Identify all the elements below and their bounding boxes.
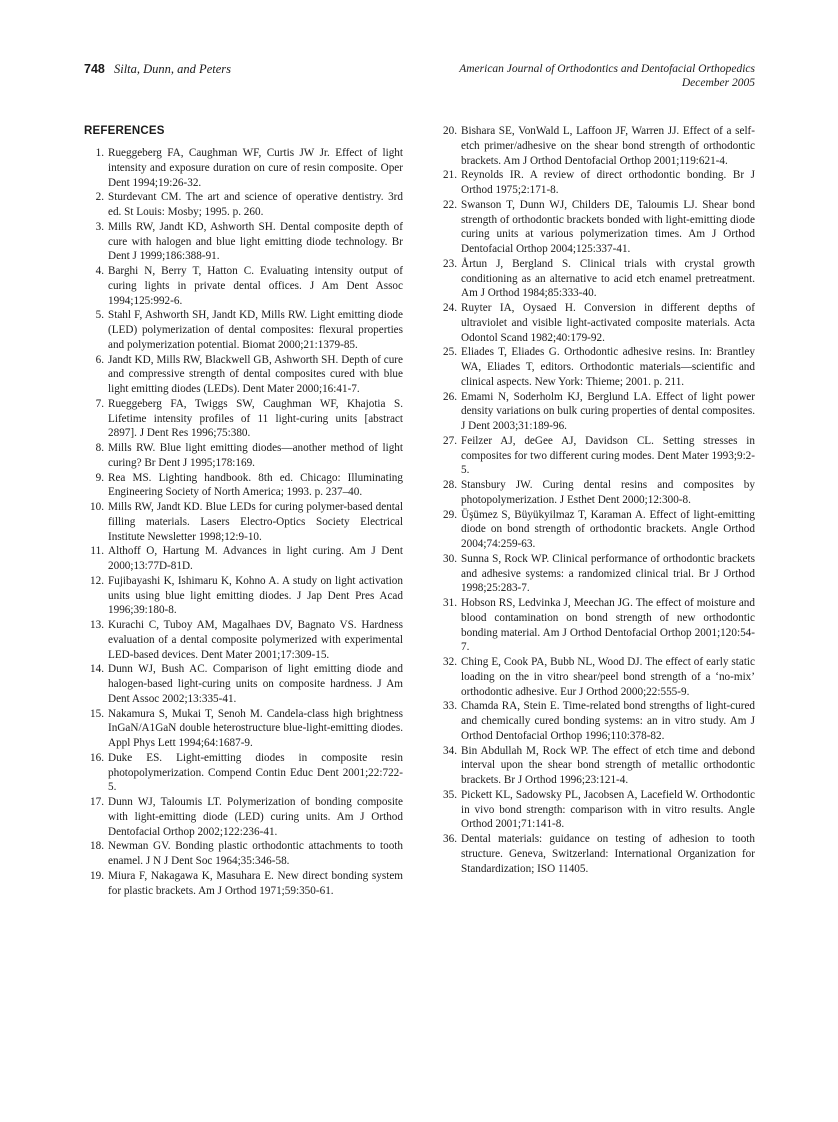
reference-number: 27. bbox=[443, 434, 457, 447]
reference-item bbox=[437, 832, 755, 876]
reference-text: Rueggeberg FA, Twiggs SW, Caughman WF, Khajotia S. Lifetime intensity profiles of 11 light-curing units [abstract 2897]. J Dent Res 1996;75:380. bbox=[108, 397, 403, 440]
reference-text: Emami N, Soderholm KJ, Berglund LA. Effect of light power density variations on bulk curing properties of dental composites. J Dent 2003;31:189-96. bbox=[461, 390, 755, 432]
reference-number: 8. bbox=[95, 442, 104, 454]
reference-number: 12. bbox=[90, 574, 104, 587]
reference-item bbox=[437, 699, 755, 743]
reference-number: 21. bbox=[443, 169, 457, 182]
reference-item bbox=[437, 345, 755, 389]
reference-number: 9. bbox=[95, 471, 104, 484]
reference-item bbox=[84, 220, 403, 264]
reference-number: 23. bbox=[443, 257, 457, 270]
reference-text: Ching E, Cook PA, Bubb NL, Wood DJ. The effect of early static loading on the in vitro shear/peel bond strength of a ‘no-mix’ orthodontic adhesive. Eur J Orthod 2000;22:555-9. bbox=[461, 656, 755, 698]
reference-text: Chamda RA, Stein E. Time-related bond strengths of light-cured and chemically cured bonding systems: an in vitro study. Am J Orthod Dentofacial Orthop 1996;110:378-82. bbox=[461, 700, 755, 742]
reference-number: 14. bbox=[90, 663, 104, 676]
reference-item bbox=[84, 544, 403, 574]
reference-text: Årtun J, Bergland S. Clinical trials with crystal growth conditioning as an alternative to acid etch enamel pretreatment. Am J Orthod 1984;85:333-40. bbox=[461, 257, 755, 300]
running-header-right bbox=[459, 62, 755, 90]
reference-number: 32. bbox=[443, 656, 457, 668]
reference-text: Kurachi C, Tuboy AM, Magalhaes DV, Bagnato VS. Hardness evaluation of a dental composite polymerized with experimental LED-based devices. Dent Mater 2001;17:309-15. bbox=[108, 619, 403, 661]
reference-number: 22. bbox=[443, 198, 457, 211]
reference-text: Feilzer AJ, deGee AJ, Davidson CL. Setting stresses in composites for two different curing modes. Dent Mater 1993;9:2-5. bbox=[461, 434, 755, 477]
reference-text: Ruyter IA, Oysaed H. Conversion in different depths of ultraviolet and visible light-activated composite materials. Acta Odontol Scand 1982;40:179-92. bbox=[461, 302, 755, 344]
reference-text: Sunna S, Rock WP. Clinical performance of orthodontic brackets and adhesive systems: a randomized clinical trial. Br J Orthod 1998;25:283-7. bbox=[461, 552, 755, 595]
reference-number: 25. bbox=[443, 346, 457, 359]
reference-text: Duke ES. Light-emitting diodes in composite resin photopolymerization. Compend Contin Educ Dent 2001;22:722-5. bbox=[108, 751, 403, 794]
reference-number: 33. bbox=[443, 700, 457, 713]
reference-text: Miura F, Nakagawa K, Masuhara E. New direct bonding system for plastic brackets. Am J Orthod 1971;59:350-61. bbox=[108, 869, 403, 897]
reference-text: Rea MS. Lighting handbook. 8th ed. Chicago: Illuminating Engineering Society of North America; 1993. p. 237–40. bbox=[108, 471, 403, 499]
reference-number: 29. bbox=[443, 508, 457, 521]
reference-item bbox=[437, 390, 755, 434]
reference-number: 26. bbox=[443, 390, 457, 403]
reference-text: Eliades T, Eliades G. Orthodontic adhesive resins. In: Brantley WA, Eliades T, editors. Orthodontic materials—scientific and clinical aspects. New York: Thieme; 2001. p. 211. bbox=[461, 346, 755, 388]
reference-number: 35. bbox=[443, 788, 457, 801]
reference-item bbox=[84, 707, 403, 751]
reference-item bbox=[84, 308, 403, 352]
reference-item bbox=[84, 618, 403, 662]
reference-number: 36. bbox=[443, 833, 457, 845]
reference-item bbox=[437, 655, 755, 699]
reference-text: Mills RW, Jandt KD, Ashworth SH. Dental composite depth of cure with halogen and blue light emitting diode technology. Br Dent J 1999;186:388-91. bbox=[108, 220, 403, 263]
reference-item bbox=[437, 257, 755, 301]
reference-text: Jandt KD, Mills RW, Blackwell GB, Ashworth SH. Depth of cure and compressive strength of dental composites cured with blue light emitting diodes (LEDs). Dent Mater 2000;16:41-7. bbox=[108, 353, 403, 395]
reference-text: Dunn WJ, Taloumis LT. Polymerization of bonding composite with light-emitting diode (LED) curing units. Am J Orthod Dentofacial Orthop 2002;122:236-41. bbox=[108, 796, 403, 838]
reference-item bbox=[84, 795, 403, 839]
reference-item bbox=[84, 839, 403, 869]
reference-number: 13. bbox=[90, 619, 104, 631]
reference-item bbox=[437, 124, 755, 168]
reference-text: Bishara SE, VonWald L, Laffoon JF, Warren JJ. Effect of a self-etch primer/adhesive on the shear bond strength of orthodontic brackets. Am J Orthod Dentofacial Orthop 2001;119:621-4. bbox=[461, 125, 755, 167]
reference-number: 28. bbox=[443, 479, 457, 491]
reference-number: 18. bbox=[90, 840, 104, 853]
page-number: 748 bbox=[84, 62, 105, 76]
reference-item bbox=[437, 552, 755, 596]
reference-item bbox=[84, 662, 403, 706]
reference-item bbox=[437, 478, 755, 508]
reference-number: 31. bbox=[443, 597, 457, 609]
reference-number: 4. bbox=[95, 265, 104, 277]
reference-item bbox=[437, 788, 755, 832]
reference-number: 11. bbox=[90, 545, 104, 558]
reference-item bbox=[437, 301, 755, 345]
reference-item bbox=[84, 146, 403, 190]
reference-text: Dental materials: guidance on testing of adhesion to tooth structure. Geneva, Switzerland: International Organization for Standardization; ISO 11405. bbox=[461, 833, 755, 875]
reference-number: 6. bbox=[95, 353, 104, 366]
reference-item bbox=[437, 508, 755, 552]
reference-number: 20. bbox=[443, 125, 457, 137]
reference-text: Üşümez S, Büyükyilmaz T, Karaman A. Effect of light-emitting diode on bond strength of orthodontic brackets. Angle Orthod 2004;74:259-63. bbox=[461, 508, 755, 550]
reference-item bbox=[84, 353, 403, 397]
reference-text: Swanson T, Dunn WJ, Childers DE, Taloumis LJ. Shear bond strength of orthodontic brackets bonded with light-emitting diode curing units at various polymerization times. Am J Orthod Dentofacial Orthop 2004;125:337-41. bbox=[461, 198, 755, 255]
reference-item bbox=[84, 869, 403, 899]
reference-text: Stahl F, Ashworth SH, Jandt KD, Mills RW. Light emitting diode (LED) polymerization of dental composites: flexural properties and polymerization potential. Biomat 2000;21:1379-85. bbox=[108, 309, 403, 351]
references-heading: REFERENCES bbox=[84, 125, 165, 137]
reference-number: 17. bbox=[90, 796, 104, 808]
reference-text: Pickett KL, Sadowsky PL, Jacobsen A, Lacefield W. Orthodontic in vivo bond strength: comparison with in vitro results. Angle Orthod 2001;71:141-8. bbox=[461, 788, 755, 831]
references-left-column bbox=[84, 146, 403, 898]
reference-number: 30. bbox=[443, 552, 457, 565]
reference-text: Nakamura S, Mukai T, Senoh M. Candela-class high brightness InGaN/A1GaN double heterostructure blue-light-emitting diodes. Appl Phys Lett 1994;64:1687-9. bbox=[108, 707, 403, 749]
reference-item bbox=[437, 168, 755, 198]
reference-text: Dunn WJ, Bush AC. Comparison of light emitting diode and halogen-based light-curing units on composite hardness. J Am Dent Assoc 2002;13:335-41. bbox=[108, 663, 403, 705]
reference-number: 19. bbox=[90, 869, 104, 882]
reference-item bbox=[437, 434, 755, 478]
reference-text: Althoff O, Hartung M. Advances in light curing. Am J Dent 2000;13:77D-81D. bbox=[108, 545, 403, 572]
reference-text: Reynolds IR. A review of direct orthodontic bonding. Br J Orthod 1975;2:171-8. bbox=[461, 169, 755, 196]
reference-item bbox=[84, 397, 403, 441]
reference-text: Bin Abdullah M, Rock WP. The effect of etch time and debond interval upon the shear bond strength of metallic orthodontic brackets. Br J Orthod 1996;23:121-4. bbox=[461, 744, 755, 786]
reference-item bbox=[437, 596, 755, 655]
reference-number: 24. bbox=[443, 302, 457, 314]
running-header-left bbox=[84, 62, 231, 77]
reference-item bbox=[84, 500, 403, 544]
reference-text: Barghi N, Berry T, Hatton C. Evaluating intensity output of curing lights in private dental offices. J Am Dent Assoc 1994;125:992-6. bbox=[108, 265, 403, 307]
running-authors: Silta, Dunn, and Peters bbox=[113, 62, 231, 76]
reference-item bbox=[84, 574, 403, 618]
issue-date: December 2005 bbox=[681, 77, 755, 89]
reference-number: 1. bbox=[95, 147, 104, 159]
reference-number: 5. bbox=[95, 309, 104, 322]
reference-item bbox=[437, 744, 755, 788]
reference-item bbox=[84, 190, 403, 220]
reference-number: 16. bbox=[90, 751, 104, 764]
reference-text: Sturdevant CM. The art and science of operative dentistry. 3rd ed. St Louis: Mosby; 1995. p. 260. bbox=[108, 191, 403, 218]
reference-number: 7. bbox=[95, 397, 104, 410]
reference-text: Stansbury JW. Curing dental resins and composites by photopolymerization. J Esthet Dent 2000;12:300-8. bbox=[461, 479, 755, 506]
reference-text: Mills RW. Blue light emitting diodes—another method of light curing? Br Dent J 1995;178:169. bbox=[108, 442, 403, 469]
reference-item bbox=[84, 441, 403, 471]
reference-text: Fujibayashi K, Ishimaru K, Kohno A. A study on light activation units using blue light emitting diodes. J Jap Dent Pres Acad 1996;39:180-8. bbox=[108, 574, 403, 617]
reference-number: 3. bbox=[95, 220, 104, 233]
reference-number: 2. bbox=[95, 191, 104, 204]
references-right-column bbox=[437, 124, 755, 876]
reference-text: Mills RW, Jandt KD. Blue LEDs for curing polymer-based dental filling materials. Lasers Electro-Optics Society Electrical Institute Newsletter 1998;12:9-10. bbox=[108, 501, 403, 543]
reference-item bbox=[84, 751, 403, 795]
reference-text: Newman GV. Bonding plastic orthodontic attachments to tooth enamel. J N J Dent Soc 1964;35:346-58. bbox=[108, 840, 403, 867]
reference-number: 10. bbox=[90, 501, 104, 513]
reference-item bbox=[84, 471, 403, 501]
reference-item bbox=[84, 264, 403, 308]
reference-number: 15. bbox=[90, 707, 104, 720]
journal-title: American Journal of Orthodontics and Dentofacial Orthopedics bbox=[459, 63, 755, 75]
reference-text: Hobson RS, Ledvinka J, Meechan JG. The effect of moisture and blood contamination on bond strength of new orthodontic bonding material. Am J Orthod Dentofacial Orthop 2001;120:54-7. bbox=[461, 597, 755, 654]
reference-item bbox=[437, 198, 755, 257]
reference-number: 34. bbox=[443, 744, 457, 757]
reference-text: Rueggeberg FA, Caughman WF, Curtis JW Jr. Effect of light intensity and exposure duration on cure of resin composite. Oper Dent 1994;19:26-32. bbox=[108, 147, 403, 189]
